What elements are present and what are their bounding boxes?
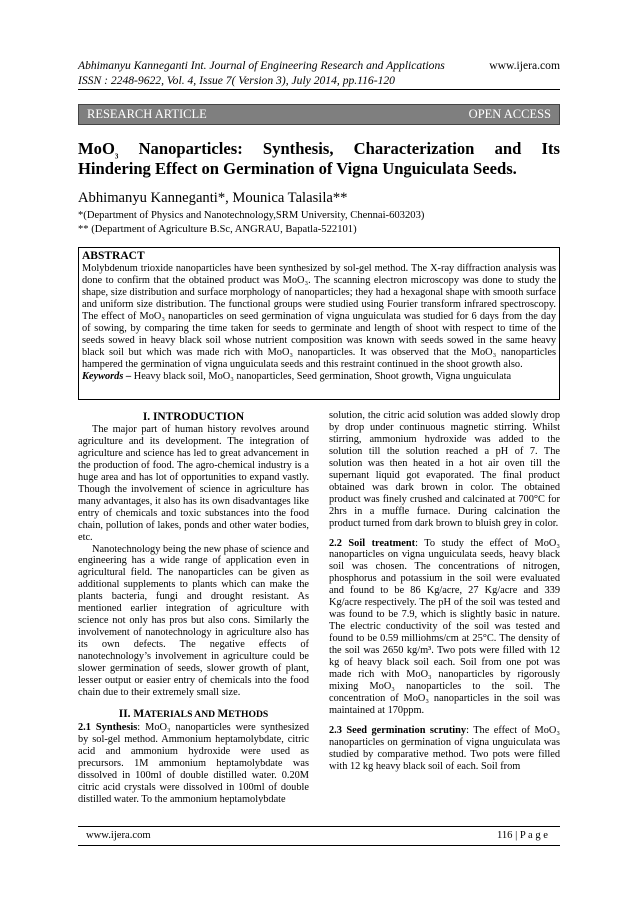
abstract-heading: ABSTRACT — [82, 250, 145, 262]
intro-paragraph-1: The major part of human history revolves around agriculture and its development. The integration of agriculture and science has led to great advancement in the production of food. The agro-chemical industry is a huge area and has lot of opportunities to expand vastly. Though the involvement of science in agriculture has many advantages, it also has its own disadvantages like entry of chemicals and toxic substances into the food chain, pollution of lakes, ponds and other water bodies, etc. — [78, 424, 309, 543]
abstract-text: Molybdenum trioxide nanoparticles have been synthesized by sol-gel method. The X-ray diffraction analysis was done to confirm that the obtained product was MoO₃. The scanning electron microscopy was done to study the shape, size distribution and surface morphology of nanoparticles; they had a hexagonal shape with smooth surface and uniform size distribution. The functional groups were studied using Fourier transform infrared spectroscopy. The effect of MoO₃ nanoparticles on seed germination of vigna unguiculata was studied for 6 days from the day of sowing, by comparing the time taken for seeds to germinate and length of shoot with respect to time of the seeds sowed in heavy black soil whose nutrient composition was known with seeds sowed in the same heavy black soil but which was made rich with MoO₃ nanoparticles. It was observed that the MoO₃ nanoparticles hampered the germination of vigna unguiculata seeds and this restraint continued in the shoot growth also. — [82, 263, 556, 370]
issn-line: ISSN : 2248-9622, Vol. 4, Issue 7( Version 3), July 2014, pp.116-120 — [78, 74, 395, 87]
left-column — [78, 410, 309, 806]
affiliation-2: ** (Department of Agriculture B.Sc, ANGRAU, Bapatla-522101) — [78, 224, 357, 235]
right-column — [329, 410, 560, 773]
header-rule — [78, 89, 560, 90]
footer-url[interactable]: www.ijera.com — [86, 830, 151, 841]
methods-heading: II. MATERIALS AND METHODS — [118, 707, 269, 720]
seed-germination-paragraph: 2.3 Seed germination scrutiny: The effect of MoO₃ nanoparticles on germination of vigna unguiculata was studied by comparative method. Two pots were filled with 12 kg heavy black soil of each. Soil from — [329, 724, 560, 772]
soil-treatment-paragraph: 2.2 Soil treatment: To study the effect of MoO₃ nanoparticles on vigna unguiculata seeds, heavy black soil was chosen. The concentrations of nitrogen, phosphorus and potassium in the soil were evaluated and found to be 86 Kg/acre, 27 Kg/acre and 339 Kg/acre respectively. The pH of the soil was tested and was found to be 7.9, which is slightly basic in nature. The electric conductivity of the soil was tested and found to be 0.59 milliohms/cm at 25°C. The density of the soil was 2650 kg/m³. Two pots were filled with 12 kg of heavy black soil each. Soil from one pot was made rich with MoO₃ nanoparticles by rigorously mixing MoO₃ nanoparticles to the soil. The concentration of MoO₃ nanoparticles in the soil was maintained at 170ppm. — [329, 537, 560, 716]
introduction-heading: I. INTRODUCTION — [142, 411, 245, 423]
intro-paragraph-2: Nanotechnology being the new phase of science and engineering has a wide range of application even in agricultural field. The nanoparticles can be given as additional supplements to plants which can make the plants bacteria, fungi and drought resistant. As mentioned earlier integration of agriculture with science not only has pros but also cons. Similarly the involvement of nanotechnology in agriculture also has its own defects. The negative effects of nanotechnology’s involvement in agriculture could be slower germination of seeds, slower growth of plant, lesser output or easier entry of chemicals into the food chain due to their extremely small size. — [78, 543, 309, 698]
keywords: Keywords – Heavy black soil, MoO₃ nanoparticles, Seed germination, Shoot growth, Vigna unguiculata — [82, 370, 512, 382]
open-access-label: OPEN ACCESS — [468, 107, 551, 121]
title-line-2: Hindering Effect on Germination of Vigna Unguiculata Seeds. — [78, 159, 517, 178]
page-footer — [78, 826, 560, 846]
synthesis-paragraph: 2.1 Synthesis: MoO₃ nanoparticles were synthesized by sol-gel method. Ammonium heptamolybdate, citric acid and ammonium hydroxide were used as precursors. 1M ammonium heptamolybdate was dissolved in 100ml of double distilled water. 0.20M citric acid crystals were dissolved in 100ml of double distilled water. To the ammonium heptamolybdate — [78, 721, 309, 805]
affiliation-1: *(Department of Physics and Nanotechnology,SRM University, Chennai-603203) — [78, 210, 425, 221]
abstract-box — [78, 247, 560, 400]
paper-title: MoO$_3$ Nanoparticles: Synthesis, Characterization and Its Hindering Effect on Germination of Vigna Unguiculata Seeds. — [78, 139, 560, 178]
journal-name: Abhimanyu Kanneganti Int. Journal of Engineering Research and Applications — [78, 59, 445, 72]
author-list: Abhimanyu Kanneganti*, Mounica Talasila** — [78, 190, 348, 206]
article-type-banner — [78, 104, 560, 125]
running-header — [78, 58, 560, 88]
synthesis-continued: solution, the citric acid solution was added slowly drop by drop under continuous magnetic stirring. Whilst stirring, ammonium hydroxide was added to the solution till the solution reached a pH of 7. The solution was then heated in a hot air oven till the supernant liquid got evaporated. The final product obtained was dark brown in color. The obtained product was finely crushed and calcinated at 700°C for 2hrs in a muffle furnace. During calcination the product turned from dark brown to bluish grey in color. — [329, 410, 560, 529]
header-url[interactable]: www.ijera.com — [489, 59, 560, 72]
page-number: 116 | P a g e — [496, 830, 548, 841]
research-article-label: RESEARCH ARTICLE — [87, 107, 207, 121]
